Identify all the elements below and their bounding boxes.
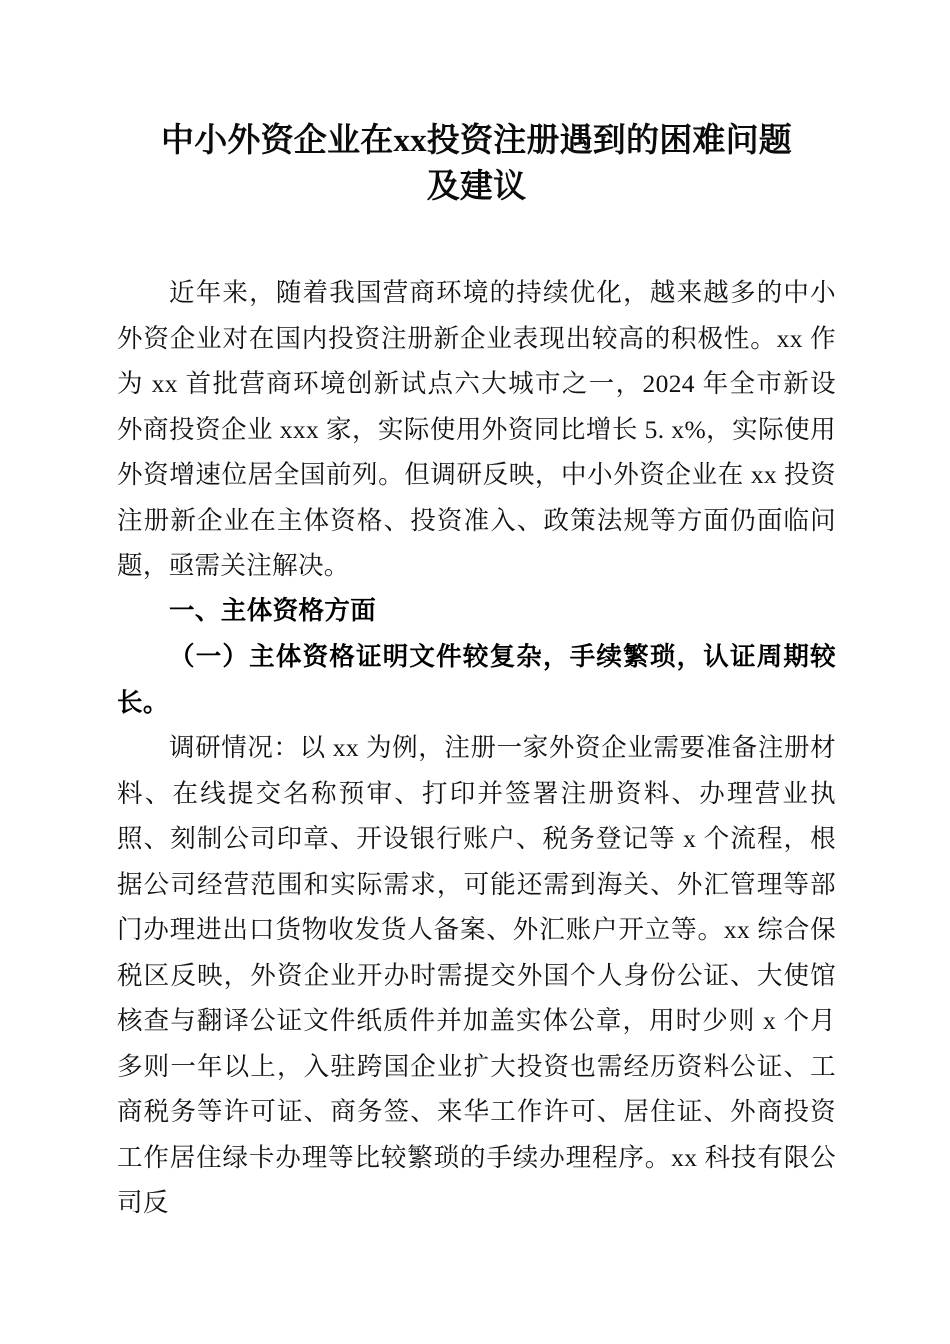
- survey-findings-paragraph: 调研情况：以 xx 为例，注册一家外资企业需要准备注册材料、在线提交名称预审、打印并签署注册资料、办理营业执照、刻制公司印章、开设银行账户、税务登记等 x 个流程，根据公司经营范围和实际需求，可能还需到海关、外汇管理等部门办理进出口货物收发货人备案、外汇账户开立等。xx 综合保税区反映，外资企业开办时需提交外国个人身份公证、大使馆核查与翻译公证文件纸质件并加盖实体公章，用时少则 x 个月多则一年以上，入驻跨国企业扩大投资也需经历资料公证、工商税务等许可证、商务签、来华工作许可、居住证、外商投资工作居住绿卡办理等比较繁琐的手续办理程序。xx 科技有限公司反: [117, 733, 836, 1217]
- document-content: [117, 118, 836, 1226]
- subsection-heading-1-1: （一）主体资格证明文件较复杂，手续繁琐，认证周期较长。: [117, 642, 836, 717]
- title-line-2: 及建议: [426, 169, 527, 205]
- title-line-1: 中小外资企业在xx投资注册遇到的困难问题: [161, 123, 792, 159]
- intro-paragraph: 近年来，随着我国营商环境的持续优化，越来越多的中小外资企业对在国内投资注册新企业表现出较高的积极性。xx 作为 xx 首批营商环境创新试点六大城市之一，2024 年全市新设外商投资企业 xxx 家，实际使用外资同比增长 5. x%，实际使用外资增速位居全国前列。但调研反映，中小外资企业在 xx 投资注册新企业在主体资格、投资准入、政策法规等方面仍面临问题，亟需关注解决。: [117, 278, 836, 580]
- section-heading-1: 一、主体资格方面: [169, 596, 377, 625]
- page-title: [117, 118, 836, 210]
